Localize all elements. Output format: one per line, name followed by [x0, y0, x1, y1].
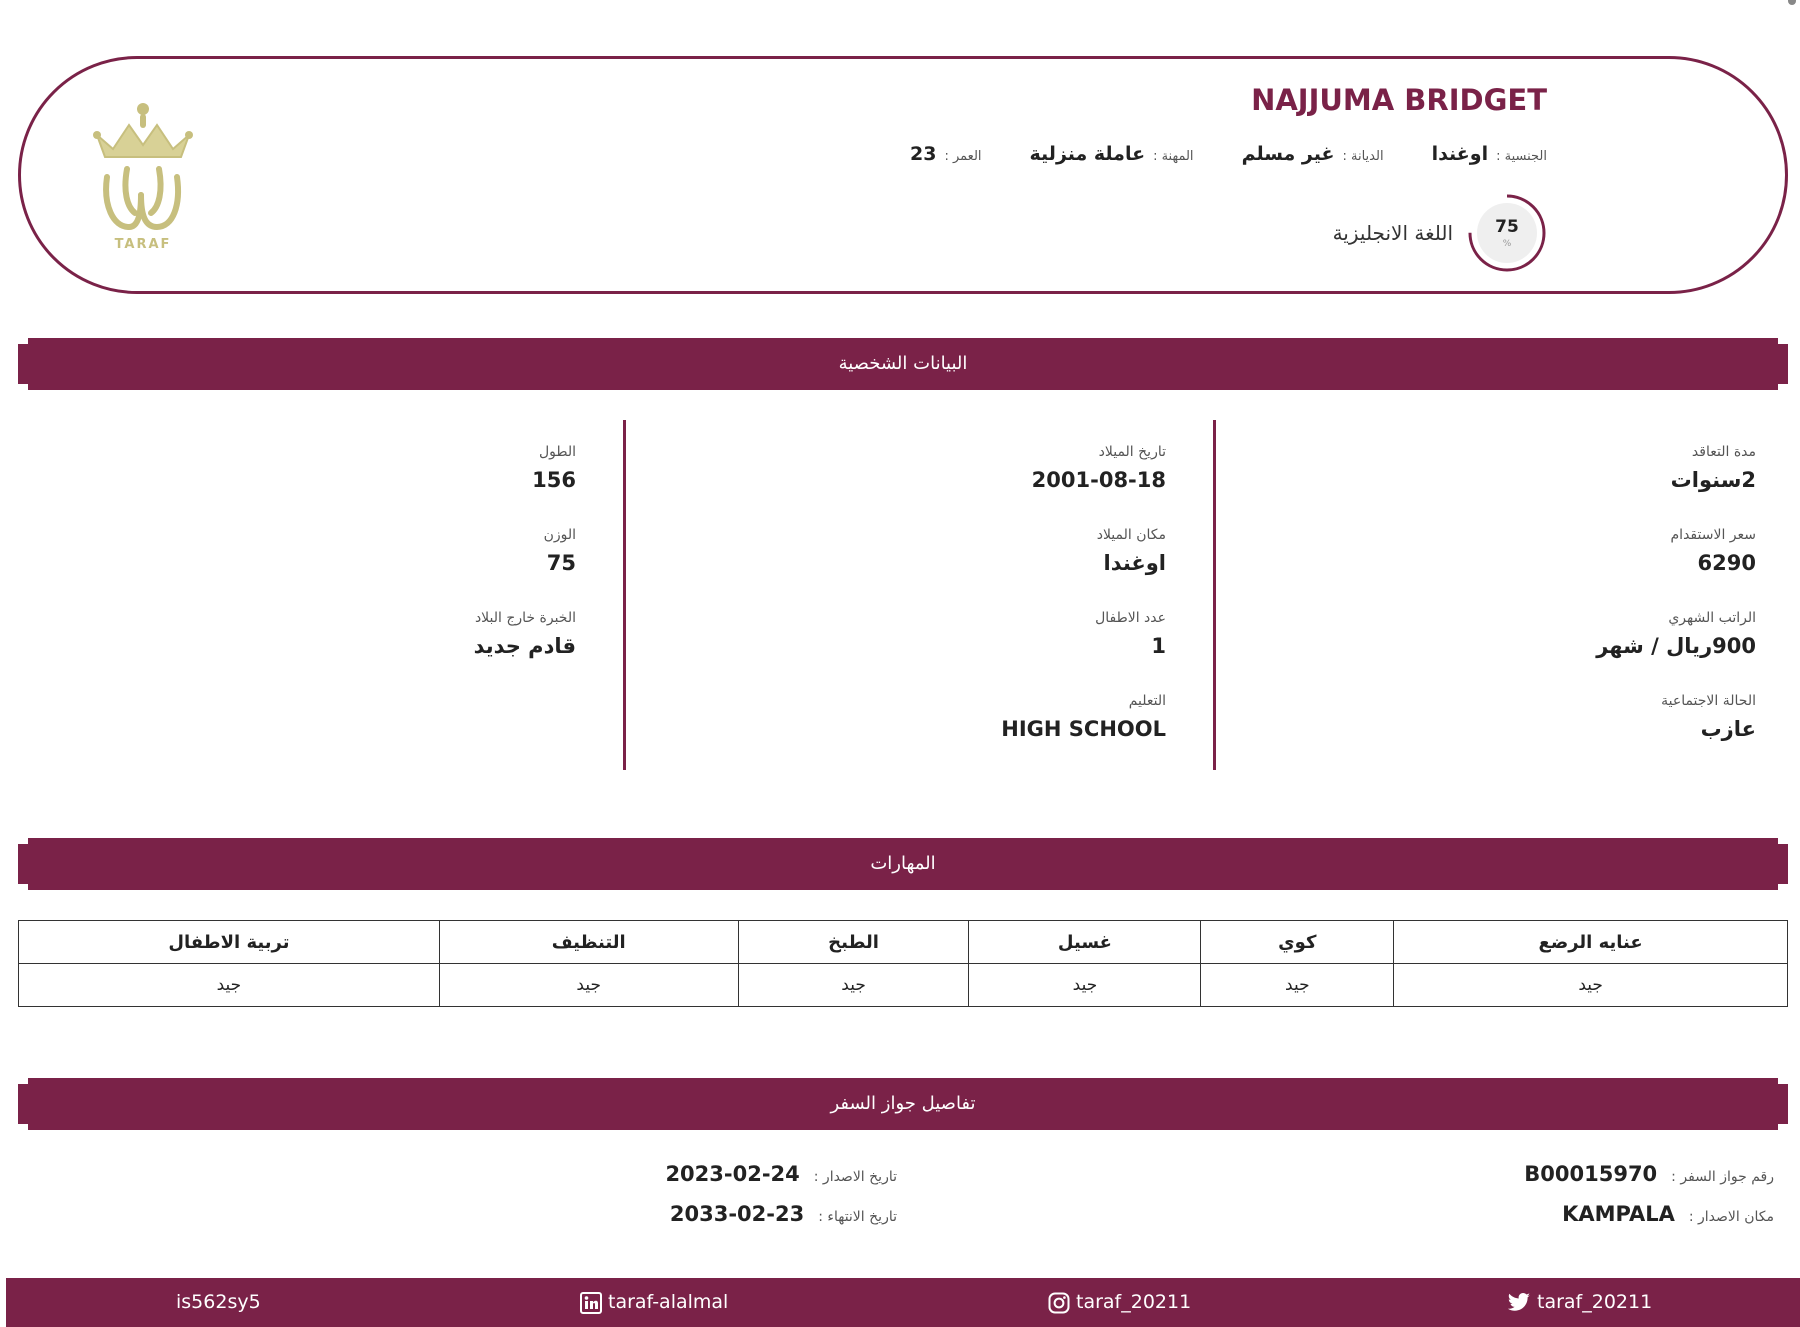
field-key: مكان الاصدار : [1688, 1209, 1774, 1225]
field-value: 2023-02-24 [665, 1162, 800, 1186]
personal-data-banner [18, 338, 1788, 390]
field-marital-status [1661, 693, 1756, 741]
field-value: 1 [1151, 634, 1166, 658]
skill-header: الطبخ [738, 921, 969, 964]
skill-header: غسيل [969, 921, 1201, 964]
twitter-handle: taraf_20211 [1537, 1291, 1653, 1313]
field-key: الراتب الشهري [1668, 610, 1756, 626]
field-children-count [1095, 610, 1166, 658]
skill-value: جيد [19, 964, 440, 1007]
column-divider [1213, 420, 1216, 770]
instagram-icon [1048, 1292, 1070, 1314]
field-weight [544, 527, 576, 575]
field-value: اوغندا [1103, 551, 1166, 575]
field-key: مدة التعاقد [1691, 444, 1756, 460]
footer-instagram-link[interactable] [1048, 1278, 1191, 1327]
passport-banner [18, 1078, 1788, 1130]
field-birth-place [1097, 527, 1166, 575]
meta-value: عاملة منزلية [1029, 143, 1146, 165]
field-value: 2001-08-18 [1031, 468, 1166, 492]
personal-column-physical [48, 420, 608, 770]
field-value: 2سنوات [1670, 468, 1756, 492]
column-divider [623, 420, 626, 770]
footer-linkedin-link[interactable] [580, 1278, 728, 1327]
personal-column-contract [1228, 420, 1788, 770]
skills-table [18, 920, 1788, 1007]
meta-key: الديانة : [1342, 149, 1384, 164]
footer-bar [6, 1278, 1800, 1327]
meta-value: غير مسلم [1241, 143, 1335, 165]
skills-value-row [19, 964, 1788, 1007]
language-skill [1333, 193, 1547, 273]
section-title: البيانات الشخصية [838, 353, 968, 374]
field-key: التعليم [1128, 693, 1166, 709]
skill-value: جيد [439, 964, 738, 1007]
linkedin-handle: taraf-alalmal [608, 1291, 729, 1313]
field-contract-duration [1671, 444, 1756, 492]
section-title: المهارات [870, 853, 936, 874]
language-score-unit: % [1502, 239, 1512, 249]
skills-header-row [19, 921, 1788, 964]
field-monthly-salary [1596, 610, 1756, 658]
meta-key: الجنسية : [1496, 149, 1547, 164]
field-value: HIGH SCHOOL [1001, 717, 1166, 741]
meta-age [910, 143, 982, 165]
skill-value: جيد [738, 964, 969, 1007]
passport-number [1524, 1162, 1774, 1186]
taraf-logo [83, 95, 203, 255]
corner-indicator [1788, 0, 1796, 5]
meta-value: اوغندا [1431, 143, 1489, 165]
field-height [532, 444, 576, 492]
field-value: 156 [532, 468, 576, 492]
personal-data-grid [18, 420, 1788, 770]
footer-code-text: is562sy5 [176, 1291, 261, 1313]
instagram-handle: taraf_20211 [1076, 1291, 1192, 1313]
personal-column-birth [638, 420, 1198, 770]
meta-nationality [1432, 143, 1547, 165]
field-value: 6290 [1697, 551, 1756, 575]
brand-label: TARAF [114, 237, 172, 252]
field-value: عازب [1700, 717, 1756, 741]
field-key: سعر الاستقدام [1670, 527, 1756, 543]
footer-code [176, 1278, 261, 1327]
footer-twitter-link[interactable] [1507, 1278, 1652, 1327]
field-value: 75 [546, 551, 576, 575]
skill-header: التنظيف [439, 921, 738, 964]
field-education [1001, 693, 1166, 741]
field-key: عدد الاطفال [1095, 610, 1166, 626]
field-value: B00015970 [1524, 1162, 1658, 1186]
skill-value: جيد [1394, 964, 1788, 1007]
meta-key: العمر : [944, 149, 982, 164]
crown-logo-icon [83, 95, 203, 240]
field-key: الطول [538, 444, 576, 460]
field-key: الوزن [543, 527, 576, 543]
skill-header: عنايه الرضع [1394, 921, 1788, 964]
worker-name: NAJJUMA BRIDGET [1251, 83, 1547, 117]
meta-value: 23 [910, 143, 937, 165]
language-label: اللغة الانجليزية [1332, 221, 1453, 245]
field-value: KAMPALA [1562, 1202, 1675, 1226]
skill-value: جيد [969, 964, 1201, 1007]
skill-header: كوي [1201, 921, 1394, 964]
meta-religion [1242, 143, 1384, 165]
field-experience-abroad [474, 610, 576, 658]
linkedin-icon [580, 1292, 602, 1314]
field-key: تاريخ الميلاد [1098, 444, 1166, 460]
meta-profession [1030, 143, 1194, 165]
language-progress-ring [1467, 193, 1547, 273]
field-recruitment-price [1671, 527, 1756, 575]
field-value: 2033-02-23 [669, 1202, 805, 1226]
field-key: تاريخ الاصدار : [813, 1169, 897, 1185]
twitter-icon [1507, 1292, 1531, 1314]
field-key: تاريخ الانتهاء : [818, 1209, 897, 1225]
field-birth-date [1032, 444, 1166, 492]
passport-issue-place [1562, 1202, 1774, 1226]
profile-meta-row [862, 143, 1547, 165]
meta-key: المهنة : [1153, 149, 1194, 164]
passport-issue-date [665, 1162, 897, 1186]
skills-banner [18, 838, 1788, 890]
field-value: قادم جديد [473, 634, 576, 658]
skill-value: جيد [1201, 964, 1394, 1007]
field-key: الخبرة خارج البلاد [474, 610, 576, 626]
field-key: رقم جواز السفر : [1671, 1169, 1774, 1185]
field-value: 900ريال / شهر [1596, 634, 1756, 658]
profile-header-card [18, 56, 1788, 294]
field-key: مكان الميلاد [1096, 527, 1166, 543]
field-key: الحالة الاجتماعية [1661, 693, 1756, 709]
language-score: 75 [1495, 217, 1519, 237]
skill-header: تربية الاطفال [19, 921, 440, 964]
section-title: تفاصيل جواز السفر [830, 1093, 976, 1114]
passport-expiry-date [670, 1202, 897, 1226]
